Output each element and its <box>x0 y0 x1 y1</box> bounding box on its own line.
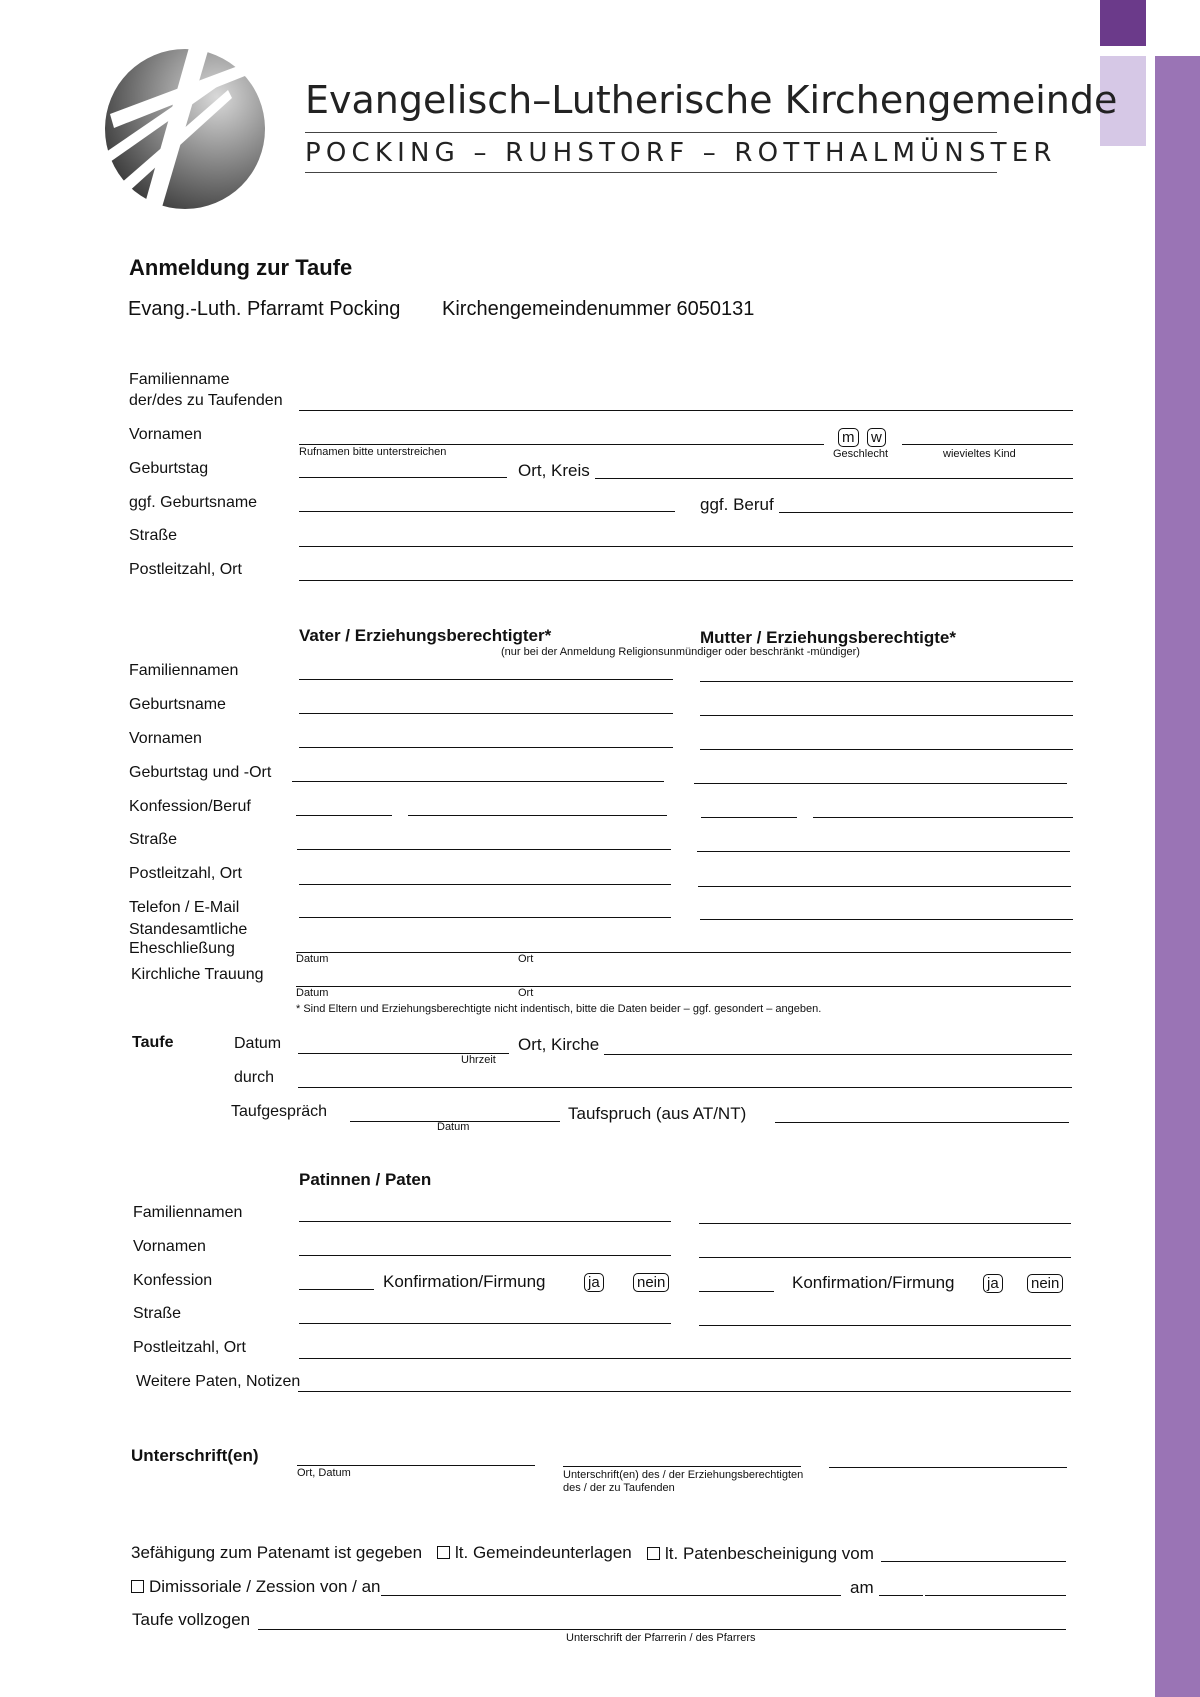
field-baptism-by[interactable] <box>298 1087 1072 1088</box>
field-baptism-verse[interactable] <box>775 1122 1069 1123</box>
field-godparent2-confession[interactable] <box>699 1291 774 1292</box>
label-parent-birth-name: Geburtsname <box>129 696 226 713</box>
hint-pastor-signature: Unterschrift der Pfarrerin / des Pfarrers <box>566 1632 756 1644</box>
hint-first-names: Rufnamen bitte unterstreichen <box>299 446 447 458</box>
field-birth-name[interactable] <box>299 511 675 512</box>
community-number: Kirchengemeindenummer 6050131 <box>442 298 755 320</box>
parents-note: (nur bei der Anmeldung Religionsunmündiger oder beschränkt -mündiger) <box>501 646 860 658</box>
field-baptism-place[interactable] <box>604 1054 1072 1055</box>
field-child-number[interactable] <box>902 444 1073 445</box>
field-street[interactable] <box>299 546 1073 547</box>
checkbox-per-certificate-box[interactable] <box>647 1547 660 1560</box>
godparent1-no-option[interactable]: nein <box>633 1273 669 1292</box>
label-baptism-verse: Taufspruch (aus AT/NT) <box>568 1104 747 1123</box>
label-civil-marriage: Standesamtliche <box>129 921 248 938</box>
brand-subtitle: POCKING – RUHSTORF – ROTTHALMÜNSTER <box>305 138 1057 168</box>
hint-civil-place: Ort <box>518 953 534 965</box>
header-father: Vater / Erziehungsberechtigter* <box>299 626 552 645</box>
godparent1-yes-option[interactable]: ja <box>584 1273 604 1292</box>
label-child-number: wievieltes Kind <box>943 448 1016 460</box>
field-dimissoriale[interactable] <box>381 1595 841 1596</box>
label-godparent2-confirmation: Konfirmation/Firmung <box>792 1273 955 1292</box>
label-godparent-first-names: Vornamen <box>133 1238 206 1255</box>
field-mother-confession[interactable] <box>701 817 797 818</box>
label-postal-city: Postleitzahl, Ort <box>129 561 242 578</box>
label-gender: Geschlecht <box>833 448 889 460</box>
accent-block-dark <box>1100 0 1146 46</box>
field-civil-marriage[interactable] <box>296 952 1071 953</box>
label-eligibility: 3efähigung zum Patenamt ist gegeben <box>131 1543 423 1562</box>
field-godparent1-confession[interactable] <box>299 1289 374 1290</box>
godparents-heading: Patinnen / Paten <box>299 1170 432 1189</box>
label-church-wedding: Kirchliche Trauung <box>131 966 264 983</box>
label-occupation: ggf. Beruf <box>700 495 774 514</box>
hint-signature-guardians-2: des / der zu Taufenden <box>563 1482 675 1494</box>
hint-baptism-time: Uhrzeit <box>461 1054 496 1066</box>
label-family-name-2: der/des zu Taufenden <box>129 392 283 409</box>
label-godparent-family-names: Familiennamen <box>133 1204 243 1221</box>
checkbox-dimissoriale[interactable] <box>131 1577 380 1597</box>
godparent2-yes-option[interactable]: ja <box>983 1274 1003 1293</box>
hint-wedding-date: Datum <box>296 987 329 999</box>
checkbox-per-records-label: lt. Gemeindeunterlagen <box>455 1543 632 1562</box>
field-father-first-names[interactable] <box>299 747 673 748</box>
field-mother-birth-name[interactable] <box>700 715 1073 716</box>
label-parent-street: Straße <box>129 831 178 848</box>
field-godparent2-first-names[interactable] <box>699 1257 1071 1258</box>
label-godparent1-confirmation: Konfirmation/Firmung <box>383 1272 546 1291</box>
label-baptism-by: durch <box>234 1069 275 1086</box>
checkbox-per-records[interactable] <box>437 1543 632 1563</box>
label-baptism-place: Ort, Kirche <box>518 1035 600 1054</box>
field-occupation[interactable] <box>779 512 1073 513</box>
label-parent-family-names: Familiennamen <box>129 662 239 679</box>
signatures-heading: Unterschrift(en) <box>131 1446 259 1465</box>
field-mother-job[interactable] <box>813 817 1073 818</box>
label-birthday: Geburtstag <box>129 460 209 477</box>
field-godparent1-street[interactable] <box>299 1323 671 1324</box>
field-dimissoriale-date-1[interactable] <box>879 1595 923 1596</box>
checkbox-dimissoriale-label: Dimissoriale / Zession von / an <box>149 1577 381 1596</box>
church-logo <box>100 44 270 214</box>
field-father-family-name[interactable] <box>299 679 673 680</box>
field-family-name[interactable] <box>299 410 1073 411</box>
field-postal-city[interactable] <box>299 580 1073 581</box>
baptism-heading: Taufe <box>132 1034 174 1051</box>
label-dimissoriale-on: am <box>850 1578 874 1597</box>
gender-m-option[interactable]: m <box>838 428 859 447</box>
field-mother-street[interactable] <box>697 851 1070 852</box>
field-place-district[interactable] <box>595 478 1073 479</box>
label-godparent-street: Straße <box>133 1305 182 1322</box>
field-godparent-postal-city[interactable] <box>299 1358 1071 1359</box>
checkbox-per-records-box[interactable] <box>437 1546 450 1559</box>
field-godparent1-first-names[interactable] <box>299 1255 671 1256</box>
label-place-district: Ort, Kreis <box>518 461 590 480</box>
label-parent-postal-city: Postleitzahl, Ort <box>129 865 242 882</box>
field-birthday[interactable] <box>299 477 507 478</box>
header-mother: Mutter / Erziehungsberechtigte* <box>700 628 956 647</box>
label-parent-birth-date-place: Geburtstag und -Ort <box>129 764 272 781</box>
label-parent-confession-job: Konfession/Beruf <box>129 798 251 815</box>
parents-footnote: * Sind Eltern und Erziehungsberechtigte nicht indentisch, bitte die Daten beider – ggf. gesondert – angeben. <box>296 1003 822 1015</box>
field-father-birth-date-place[interactable] <box>292 781 664 782</box>
field-signature-place-date[interactable] <box>297 1465 535 1466</box>
field-godparent2-street[interactable] <box>699 1325 1071 1326</box>
label-birth-name: ggf. Geburtsname <box>129 494 258 511</box>
field-first-names[interactable] <box>299 444 824 445</box>
label-family-name: Familienname <box>129 371 230 388</box>
field-father-postal-city[interactable] <box>299 884 671 885</box>
label-baptism-date: Datum <box>234 1035 282 1052</box>
office-name: Evang.-Luth. Pfarramt Pocking <box>128 298 401 320</box>
field-baptism-performed[interactable] <box>258 1629 1066 1630</box>
field-father-street[interactable] <box>297 849 671 850</box>
field-signature-guardians[interactable] <box>563 1466 801 1467</box>
label-street: Straße <box>129 527 178 544</box>
label-parent-first-names: Vornamen <box>129 730 202 747</box>
field-godparent2-family-name[interactable] <box>699 1223 1071 1224</box>
field-signature-other[interactable] <box>829 1467 1067 1468</box>
label-godparent-confession: Konfession <box>133 1272 213 1289</box>
field-godparent1-family-name[interactable] <box>299 1221 671 1222</box>
field-mother-postal-city[interactable] <box>698 886 1071 887</box>
brand-rule-top <box>305 132 997 133</box>
brand-rule-bottom <box>305 172 997 173</box>
field-mother-birth-date-place[interactable] <box>694 783 1067 784</box>
label-civil-marriage-2: Eheschließung <box>129 940 235 957</box>
field-father-job[interactable] <box>408 815 667 816</box>
field-mother-first-names[interactable] <box>700 749 1073 750</box>
gender-w-option[interactable]: w <box>867 428 886 447</box>
field-mother-phone-email[interactable] <box>700 919 1073 920</box>
field-father-confession[interactable] <box>296 815 392 816</box>
hint-civil-date: Datum <box>296 953 329 965</box>
label-baptism-conversation: Taufgespräch <box>231 1103 328 1120</box>
godparent2-no-option[interactable]: nein <box>1027 1274 1063 1293</box>
field-mother-family-name[interactable] <box>700 681 1073 682</box>
field-more-godparents[interactable] <box>298 1391 1071 1392</box>
label-parent-phone-email: Telefon / E-Mail <box>129 899 240 916</box>
field-certificate-date[interactable] <box>881 1561 1066 1562</box>
checkbox-per-certificate-label: lt. Patenbescheinigung vom <box>665 1544 874 1563</box>
hint-signature-guardians: Unterschrift(en) des / der Erziehungsberechtigten <box>563 1469 804 1481</box>
field-dimissoriale-date-2[interactable] <box>925 1595 1066 1596</box>
page-title: Anmeldung zur Taufe <box>129 255 353 280</box>
checkbox-dimissoriale-box[interactable] <box>131 1580 144 1593</box>
field-church-wedding[interactable] <box>296 986 1071 987</box>
hint-wedding-place: Ort <box>518 987 534 999</box>
label-first-names: Vornamen <box>129 426 202 443</box>
field-father-phone-email[interactable] <box>299 917 671 918</box>
checkbox-per-certificate[interactable] <box>647 1544 874 1564</box>
brand-title: Evangelisch–Lutherische Kirchengemeinde <box>305 78 1118 122</box>
label-baptism-performed: Taufe vollzogen <box>132 1610 251 1629</box>
hint-signature-place-date: Ort, Datum <box>297 1467 351 1479</box>
hint-conversation-date: Datum <box>437 1121 470 1133</box>
label-godparent-postal-city: Postleitzahl, Ort <box>133 1339 246 1356</box>
field-father-birth-name[interactable] <box>299 713 673 714</box>
accent-sidebar <box>1155 56 1200 1697</box>
label-more-godparents: Weitere Paten, Notizen <box>136 1373 301 1390</box>
